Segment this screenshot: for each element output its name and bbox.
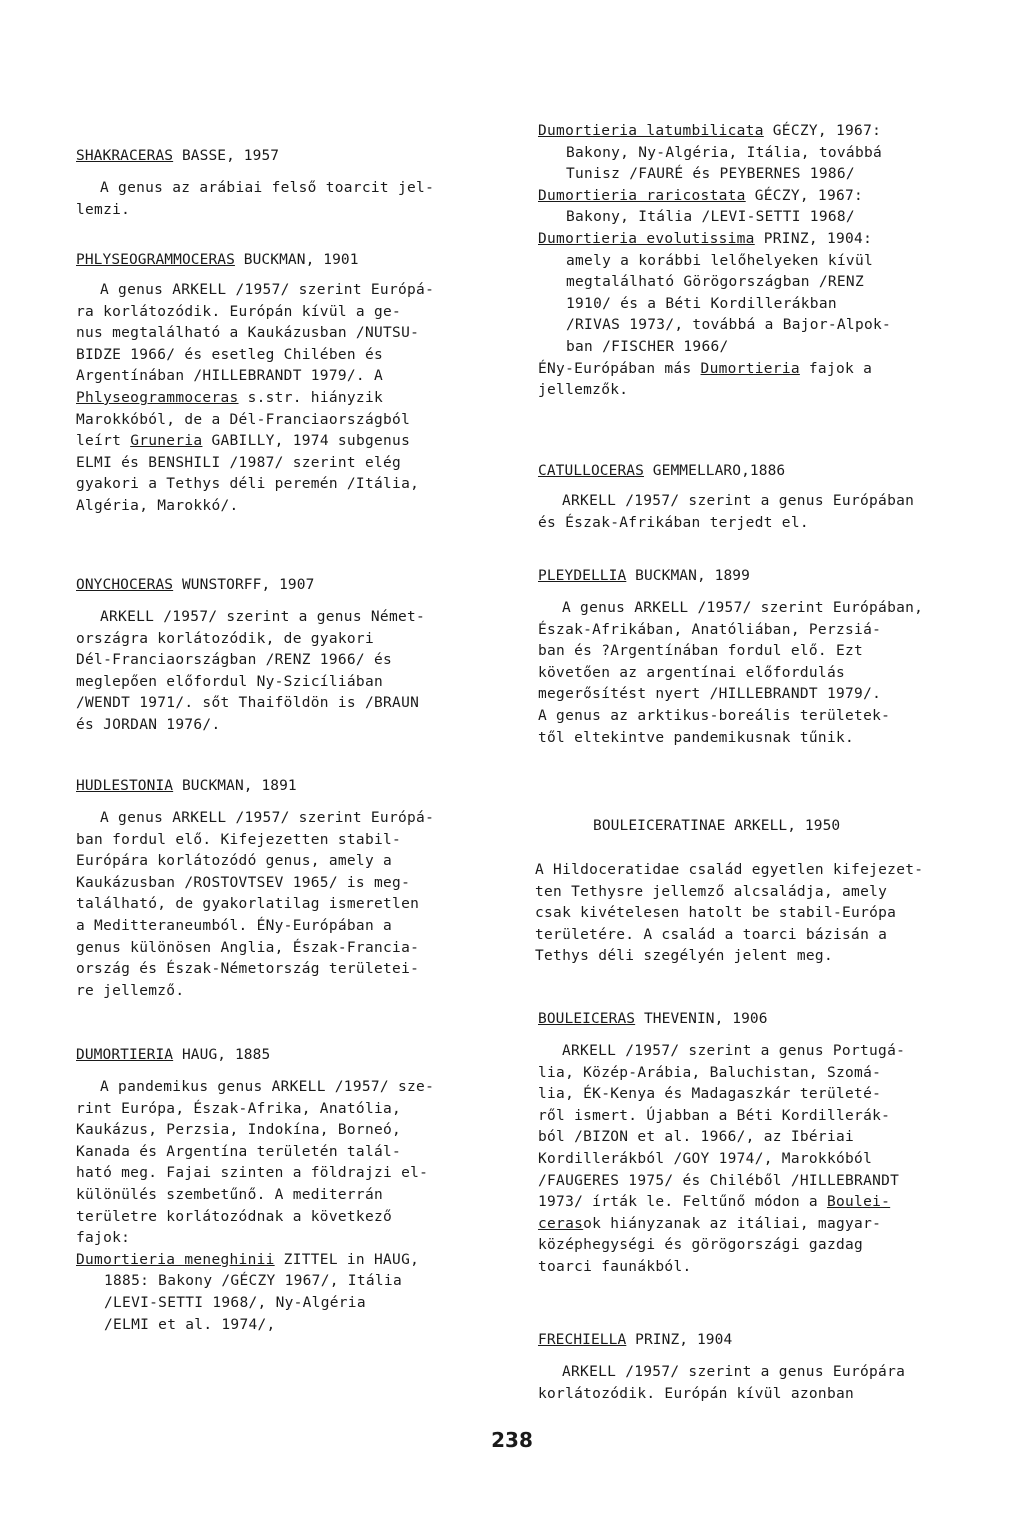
- text-line: országra korlátozódik, de gyakori: [76, 630, 374, 647]
- entry-heading: [538, 1009, 978, 1029]
- text-line: és JORDAN 1976/.: [76, 716, 221, 733]
- genus-author: WUNSTORFF, 1907: [173, 577, 315, 593]
- text-line: A genus ARKELL /1957/ szerint Európá-: [100, 810, 435, 826]
- entry-heading: [76, 776, 496, 796]
- entry-text: [535, 860, 978, 968]
- text-line: meglepően előfordul Ny-Szicíliában: [76, 673, 384, 690]
- genus-name: PHLYSEOGRAMMOCERAS: [76, 252, 235, 268]
- genus-author: THEVENIN, 1906: [635, 1011, 768, 1027]
- text-line: Tunisz /FAURÉ és PEYBERNES 1986/: [566, 166, 855, 183]
- species-line: [538, 186, 978, 208]
- text-line: nus megtalálható a Kaukázusban /NUTSU-: [76, 325, 420, 342]
- genus-author: GEMMELLARO,1886: [643, 463, 786, 479]
- text-line: korlátozódik. Európán kívül azonban: [538, 1385, 855, 1402]
- text-line: Kaukázusban /ROSTOVTSEV 1965/ is meg-: [76, 874, 411, 891]
- taxon-name: Gruneria: [130, 433, 203, 450]
- text-line: Argentínában /HILLEBRANDT 1979/. A: [76, 368, 384, 385]
- genus-author: BUCKMAN, 1901: [234, 252, 359, 268]
- species-line: [538, 121, 978, 143]
- text-line: [76, 431, 496, 453]
- text-line: A genus ARKELL /1957/ szerint Európában,: [562, 600, 924, 616]
- text-line: megerősítést nyert /HILLEBRANDT 1979/.: [538, 686, 882, 703]
- text-line: és Észak-Afrikában terjedt el.: [538, 514, 809, 531]
- entry-bouleiceras: [538, 1009, 978, 1279]
- text-line: területére. A család a toarci bázisán a: [535, 926, 888, 943]
- text-line: amely a korábbi lelőhelyeken kívül: [566, 252, 874, 269]
- text-span: GÉCZY, 1967:: [745, 187, 864, 204]
- text-span: GABILLY, 1974 subgenus: [202, 433, 411, 450]
- text-line: Kaukázus, Perzsia, Indokína, Borneó,: [76, 1122, 402, 1139]
- text-line: től eltekintve pandemikusnak tűnik.: [538, 729, 855, 746]
- taxon-name: Phlyseogrammoceras: [76, 389, 239, 406]
- entry-heading: [538, 566, 978, 586]
- taxon-name: Dumortieria latumbilicata: [538, 123, 764, 139]
- text-line: található, de gyakorlatilag ismeretlen: [76, 896, 420, 913]
- text-line: re jellemző.: [76, 982, 185, 999]
- text-line: BIDZE 1966/ és esetleg Chilében és: [76, 346, 384, 363]
- entry-heading: [76, 146, 496, 166]
- text-line: középhegységi és görögországi gazdag: [538, 1237, 864, 1254]
- text-line: ra korlátozódik. Európán kívül a ge-: [76, 303, 402, 320]
- entry-dumortieria-continued: [538, 121, 978, 402]
- subfamily-heading: BOULEICERATINAE ARKELL, 1950: [593, 818, 841, 834]
- text-line: ható meg. Fajai szinten a földrajzi el-: [76, 1165, 429, 1182]
- text-line: ban fordul elő. Kifejezetten stabil-: [76, 831, 402, 848]
- genus-name: BOULEICERAS: [538, 1011, 636, 1027]
- entry-text: [538, 491, 978, 534]
- entry-heading: [76, 250, 496, 270]
- text-span: ÉNy-Európában más: [538, 360, 701, 377]
- text-line: területre korlátozódnak a következő: [76, 1208, 393, 1225]
- text-line: fajok:: [76, 1230, 131, 1247]
- genus-name: SHAKRACERAS: [76, 148, 174, 164]
- text-line: /ELMI et al. 1974/,: [104, 1316, 276, 1333]
- entry-text: [538, 1041, 978, 1279]
- text-line: 1885: Bakony /GÉCZY 1967/, Itália: [104, 1273, 402, 1290]
- text-line: [76, 388, 496, 410]
- species-line: [76, 1250, 496, 1272]
- text-line: A Hildoceratidae család egyetlen kifejezet-: [535, 862, 924, 878]
- text-line: lia, ÉK-Kenya és Madagaszkár területé-: [538, 1086, 882, 1103]
- genus-name: HUDLESTONIA: [76, 778, 174, 794]
- genus-author: BUCKMAN, 1891: [173, 778, 297, 794]
- genus-author: BUCKMAN, 1899: [626, 568, 750, 584]
- entry-heading: [538, 461, 978, 481]
- entry-pleydellia: [538, 566, 978, 749]
- text-line: Európára korlátozódó genus, amely a: [76, 853, 393, 870]
- entry-phlyseogrammoceras: [76, 250, 496, 518]
- genus-name: PLEYDELLIA: [538, 568, 627, 584]
- text-line: genus különösen Anglia, Észak-Francia-: [76, 939, 420, 956]
- taxon-name: Dumortieria: [700, 360, 800, 377]
- text-line: ARKELL /1957/ szerint a genus Német-: [100, 609, 426, 625]
- text-line: A genus ARKELL /1957/ szerint Európá-: [100, 282, 435, 298]
- entry-onychoceras: [76, 575, 496, 737]
- text-line: Marokkóból, de a Dél-Franciaországból: [76, 411, 411, 428]
- taxon-name: Dumortieria raricostata: [538, 187, 746, 204]
- entry-text: [76, 280, 496, 518]
- genus-author: HAUG, 1885: [173, 1047, 271, 1063]
- text-line: ten Tethysre jellemző alcsaládja, amely: [535, 883, 888, 900]
- text-line: ból /BIZON et al. 1966/, az Ibériai: [538, 1129, 855, 1146]
- text-line: ARKELL /1957/ szerint a genus Európára: [562, 1364, 906, 1380]
- text-line: A pandemikus genus ARKELL /1957/ sze-: [100, 1079, 435, 1095]
- entry-heading: [76, 575, 496, 595]
- entry-bouleiceratinae: [535, 816, 978, 968]
- text-line: [538, 1214, 978, 1236]
- entry-text: [538, 121, 978, 402]
- text-line: ban és ?Argentínában fordul elő. Ezt: [538, 643, 864, 660]
- text-line: lemzi.: [76, 201, 131, 218]
- entry-frechiella: [538, 1330, 978, 1405]
- text-line: [538, 359, 978, 381]
- text-line: csak kivételesen hatolt be stabil-Európa: [535, 905, 897, 922]
- entry-text: [538, 1362, 978, 1405]
- text-line: 1910/ és a Béti Kordillerákban: [566, 295, 837, 312]
- text-line: toarci faunákból.: [538, 1258, 692, 1275]
- text-span: leírt: [76, 433, 131, 450]
- text-span: s.str. hiányzik: [238, 389, 384, 406]
- genus-author: BASSE, 1957: [173, 148, 280, 164]
- taxon-name: Boulei-: [826, 1194, 891, 1211]
- text-line: a Meditteraneumból. ÉNy-Európában a: [76, 917, 393, 934]
- text-line: ARKELL /1957/ szerint a genus Európában: [562, 493, 915, 509]
- text-line: A genus az arábiai felső toarcit jel-: [100, 180, 435, 196]
- taxon-name: Dumortieria meneghinii: [76, 1251, 275, 1268]
- entry-catulloceras: [538, 461, 978, 534]
- text-line: ország és Észak-Németország területei-: [76, 961, 420, 978]
- genus-name: FRECHIELLA: [538, 1332, 627, 1348]
- text-span: PRINZ, 1904:: [754, 230, 873, 247]
- text-line: Algéria, Marokkó/.: [76, 497, 239, 514]
- text-line: különülés szembetűnő. A mediterrán: [76, 1186, 384, 1203]
- text-span: ok hiányzanak az itáliai, magyar-: [583, 1215, 882, 1232]
- text-span: ZITTEL in HAUG,: [274, 1251, 420, 1268]
- text-span: GÉCZY, 1967:: [763, 123, 882, 139]
- taxon-name: ceras: [538, 1215, 584, 1232]
- entry-text: [538, 598, 978, 749]
- text-line: Bakony, Itália /LEVI-SETTI 1968/: [566, 209, 855, 226]
- text-line: Tethys déli szegélyén jelent meg.: [535, 948, 833, 965]
- text-line: jellemzők.: [538, 382, 629, 399]
- text-line: ELMI és BENSHILI /1987/ szerint elég: [76, 454, 402, 471]
- text-line: Kordillerákból /GOY 1974/, Marokkóból: [538, 1150, 873, 1167]
- genus-author: PRINZ, 1904: [626, 1332, 733, 1348]
- entry-heading: [76, 1045, 496, 1065]
- text-line: /LEVI-SETTI 1968/, Ny-Algéria: [104, 1294, 366, 1311]
- text-span: 1973/ írták le. Feltűnő módon a: [538, 1194, 827, 1211]
- entry-text: [76, 808, 496, 1002]
- entry-shakraceras: [76, 146, 496, 221]
- genus-name: DUMORTIERIA: [76, 1047, 174, 1063]
- text-line: gyakori a Tethys déli peremén /Itália,: [76, 476, 420, 493]
- text-line: Észak-Afrikában, Anatóliában, Perzsiá-: [538, 621, 882, 638]
- genus-name: ONYCHOCERAS: [76, 577, 174, 593]
- entry-text: [76, 607, 496, 737]
- text-line: Bakony, Ny-Algéria, Itália, továbbá: [566, 144, 883, 161]
- species-line: [538, 229, 978, 251]
- text-line: /RIVAS 1973/, továbbá a Bajor-Alpok-: [566, 317, 892, 334]
- text-line: követően az argentínai előfordulás: [538, 664, 846, 681]
- text-line: /FAUGERES 1975/ és Chiléből /HILLEBRANDT: [538, 1172, 900, 1189]
- page-number: 238: [491, 1428, 533, 1452]
- genus-name: CATULLOCERAS: [538, 463, 644, 479]
- entry-hudlestonia: [76, 776, 496, 1002]
- text-line: A genus az arktikus-boreális területek-: [538, 707, 891, 724]
- text-span: fajok a: [799, 360, 873, 377]
- entry-dumortieria: [76, 1045, 496, 1336]
- text-line: [538, 1192, 978, 1214]
- text-line: /WENDT 1971/. sőt Thaiföldön is /BRAUN: [76, 695, 420, 712]
- text-line: Dél-Franciaországban /RENZ 1966/ és: [76, 652, 393, 669]
- text-line: rint Európa, Észak-Afrika, Anatólia,: [76, 1100, 402, 1117]
- entry-text: [76, 178, 496, 221]
- text-line: ban /FISCHER 1966/: [566, 338, 729, 355]
- entry-heading: [538, 1330, 978, 1350]
- text-line: megtalálható Görögországban /RENZ: [566, 274, 864, 291]
- taxon-name: Dumortieria evolutissima: [538, 230, 755, 247]
- text-line: ARKELL /1957/ szerint a genus Portugá-: [562, 1043, 906, 1059]
- text-line: ről ismert. Újabban a Béti Kordillerák-: [538, 1107, 891, 1124]
- text-line: lia, Közép-Arábia, Baluchistan, Szomá-: [538, 1064, 882, 1081]
- entry-text: [76, 1077, 496, 1336]
- text-line: Kanada és Argentína területén talál-: [76, 1143, 402, 1160]
